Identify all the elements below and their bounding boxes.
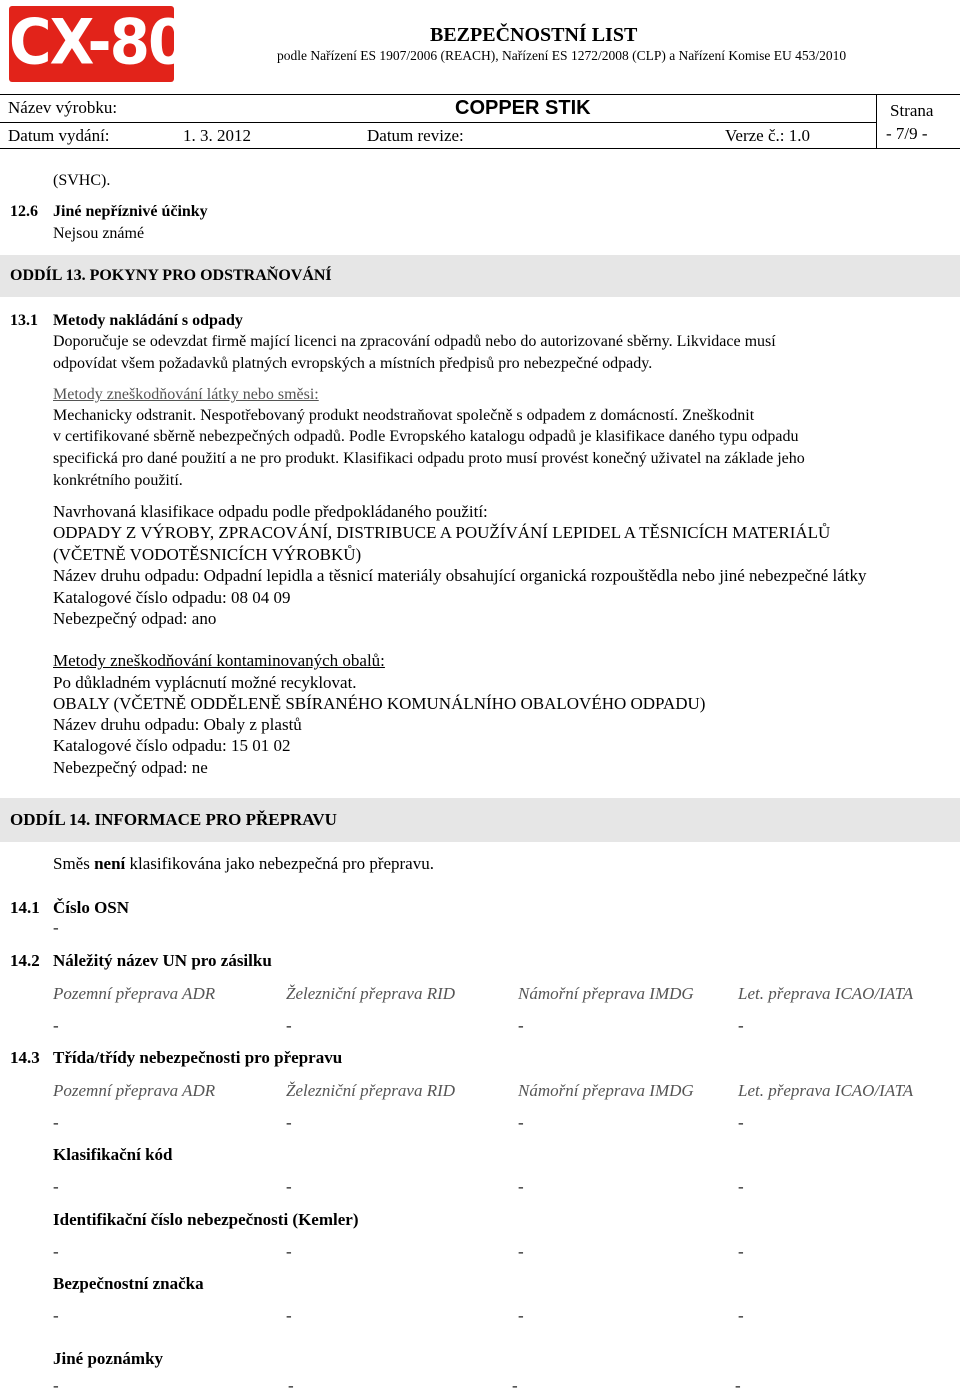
packaging-waste-type: Název druhu odpadu: Obaly z plastů: [53, 715, 302, 734]
dash-value: -: [286, 1113, 292, 1132]
kemler-label: Identifikační číslo nebezpečnosti (Kemler): [53, 1210, 359, 1229]
subsection-number-14-2: 14.2: [10, 951, 40, 970]
dash-value: -: [53, 1113, 59, 1132]
transport-intro: [53, 854, 434, 874]
section-14-band: [0, 798, 960, 842]
dash-value: -: [288, 1376, 294, 1395]
subsection-title-13-1: Metody nakládání s odpady: [53, 312, 243, 329]
subsection-title-12-6: Jiné nepříznivé účinky: [53, 203, 208, 220]
intro-bold: není: [94, 854, 126, 873]
paragraph-line: Doporučuje se odevzdat firmě mající licenci na zpracování odpadů nebo do autorizované sběrny. Likvidace musí: [53, 333, 776, 350]
dash-value: -: [53, 1016, 59, 1035]
logo-text: CX-80: [9, 5, 187, 79]
issue-date: 1. 3. 2012: [183, 126, 251, 145]
waste-group-line: (VČETNĚ VODOTĚSNICÍCH VÝROBKŮ): [53, 545, 362, 564]
dash-value: -: [738, 1016, 744, 1035]
revision-date-label: Datum revize:: [367, 126, 464, 145]
subsection-number-14-3: 14.3: [10, 1048, 40, 1067]
packaging-catalog-number: Katalogové číslo odpadu: 15 01 02: [53, 736, 291, 755]
header-rule-vertical: [876, 94, 877, 149]
dash-value: -: [53, 1242, 59, 1261]
waste-group-line: ODPADY Z VÝROBY, ZPRACOVÁNÍ, DISTRIBUCE A POUŽÍVÁNÍ LEPIDEL A TĚSNICÍCH MATERIÁLŮ: [53, 523, 831, 542]
dash-value: -: [738, 1177, 744, 1196]
issue-date-label: Datum vydání:: [8, 126, 110, 145]
page-label: Strana: [890, 101, 934, 120]
dash-value: -: [735, 1376, 741, 1395]
dash-value: -: [738, 1306, 744, 1325]
header-rule-top: [0, 94, 960, 95]
dash-value: -: [53, 1376, 59, 1395]
paragraph-line: v certifikované sběrně nebezpečných odpadů. Podle Evropského katalogu odpadů je klasifikace daného typu odpadu: [53, 428, 799, 445]
dash-value: -: [518, 1113, 524, 1132]
dash-value: -: [286, 1242, 292, 1261]
waste-type: Název druhu odpadu: Odpadní lepidla a těsnicí materiály obsahující organická rozpouštědla nebo jiné nebezpečné látky: [53, 566, 867, 585]
column-icao: Let. přeprava ICAO/IATA: [738, 984, 914, 1003]
subsection-number-14-1: 14.1: [10, 898, 40, 917]
safety-sign-label: Bezpečnostní značka: [53, 1274, 204, 1293]
dash-value: -: [53, 1306, 59, 1325]
dash-value: -: [512, 1376, 518, 1395]
column-rid: Železniční přeprava RID: [286, 1081, 456, 1100]
proposed-classification: Navrhovaná klasifikace odpadu podle předpokládaného použití:: [53, 502, 488, 521]
dash-value: -: [53, 1177, 59, 1196]
subsection-text-12-6: Nejsou známé: [53, 225, 145, 242]
methods-heading: Metody zneškodňování látky nebo směsi:: [53, 386, 319, 403]
dash-value: -: [518, 1306, 524, 1325]
section-14-heading: ODDÍL 14. INFORMACE PRO PŘEPRAVU: [10, 810, 337, 829]
dash-value: -: [738, 1242, 744, 1261]
document-title: BEZPEČNOSTNÍ LIST: [430, 24, 638, 46]
column-adr: Pozemní přeprava ADR: [53, 984, 216, 1003]
paragraph-line: konkrétního použití.: [53, 472, 183, 489]
subsection-number-12-6: 12.6: [10, 203, 38, 220]
un-number-value: -: [53, 918, 59, 937]
subsection-title-14-3: Třída/třídy nebezpečnosti pro přepravu: [53, 1048, 343, 1067]
product-label: Název výrobku:: [8, 98, 118, 117]
column-rid: Železniční přeprava RID: [286, 984, 456, 1003]
packaging-hazardous: Nebezpečný odpad: ne: [53, 758, 208, 777]
header-rule-bottom: [0, 148, 960, 149]
product-name: COPPER STIK: [455, 97, 591, 119]
column-adr: Pozemní přeprava ADR: [53, 1081, 216, 1100]
packaging-heading: Metody zneškodňování kontaminovaných obalů:: [53, 651, 385, 670]
version-label: Verze č.: 1.0: [725, 126, 810, 145]
dash-value: -: [518, 1177, 524, 1196]
page-number: - 7/9 -: [886, 124, 928, 143]
waste-catalog-number: Katalogové číslo odpadu: 08 04 09: [53, 588, 291, 607]
column-imdg: Námořní přeprava IMDG: [518, 1081, 694, 1100]
company-logo: [9, 5, 187, 82]
column-imdg: Námořní přeprava IMDG: [518, 984, 694, 1003]
section-13-heading: ODDÍL 13. POKYNY PRO ODSTRAŇOVÁNÍ: [10, 267, 332, 284]
packaging-line: OBALY (VČETNĚ ODDĚLENĚ SBÍRANÉHO KOMUNÁLNÍHO OBALOVÉHO ODPADU): [53, 694, 706, 713]
classification-code-label: Klasifikační kód: [53, 1145, 173, 1164]
dash-value: -: [518, 1242, 524, 1261]
other-notes-label: Jiné poznámky: [53, 1349, 164, 1368]
packaging-line: Po důkladném vyplácnutí možné recyklovat.: [53, 673, 357, 692]
subsection-title-14-1: Číslo OSN: [53, 898, 130, 917]
dash-value: -: [518, 1016, 524, 1035]
column-icao: Let. přeprava ICAO/IATA: [738, 1081, 914, 1100]
paragraph-line: specifická pro dané použití a ne pro produkt. Klasifikaci odpadu proto musí provést konečný uživatel na základe jeho: [53, 450, 805, 467]
waste-hazardous: Nebezpečný odpad: ano: [53, 609, 217, 628]
svhc-text: (SVHC).: [53, 172, 111, 189]
subsection-title-14-2: Náležitý název UN pro zásilku: [53, 951, 272, 970]
dash-value: -: [286, 1016, 292, 1035]
document-subtitle: podle Nařízení ES 1907/2006 (REACH), Nařízení ES 1272/2008 (CLP) a Nařízení Komise EU 453/2010: [277, 48, 847, 63]
header-rule-mid: [0, 122, 876, 123]
paragraph-line: Mechanicky odstranit. Nespotřebovaný produkt neodstraňovat společně s odpadem z domácností. Zneškodnit: [53, 407, 755, 424]
section-13-band: [0, 255, 960, 297]
dash-value: -: [286, 1306, 292, 1325]
dash-value: -: [738, 1113, 744, 1132]
intro-pre: Směs: [53, 854, 90, 873]
dash-value: -: [286, 1177, 292, 1196]
paragraph-line: odpovídat všem požadavků platných evropských a místních předpisů pro nebezpečné odpady.: [53, 355, 653, 372]
subsection-number-13-1: 13.1: [10, 312, 38, 329]
intro-post: klasifikována jako nebezpečná pro přepravu.: [129, 854, 434, 873]
